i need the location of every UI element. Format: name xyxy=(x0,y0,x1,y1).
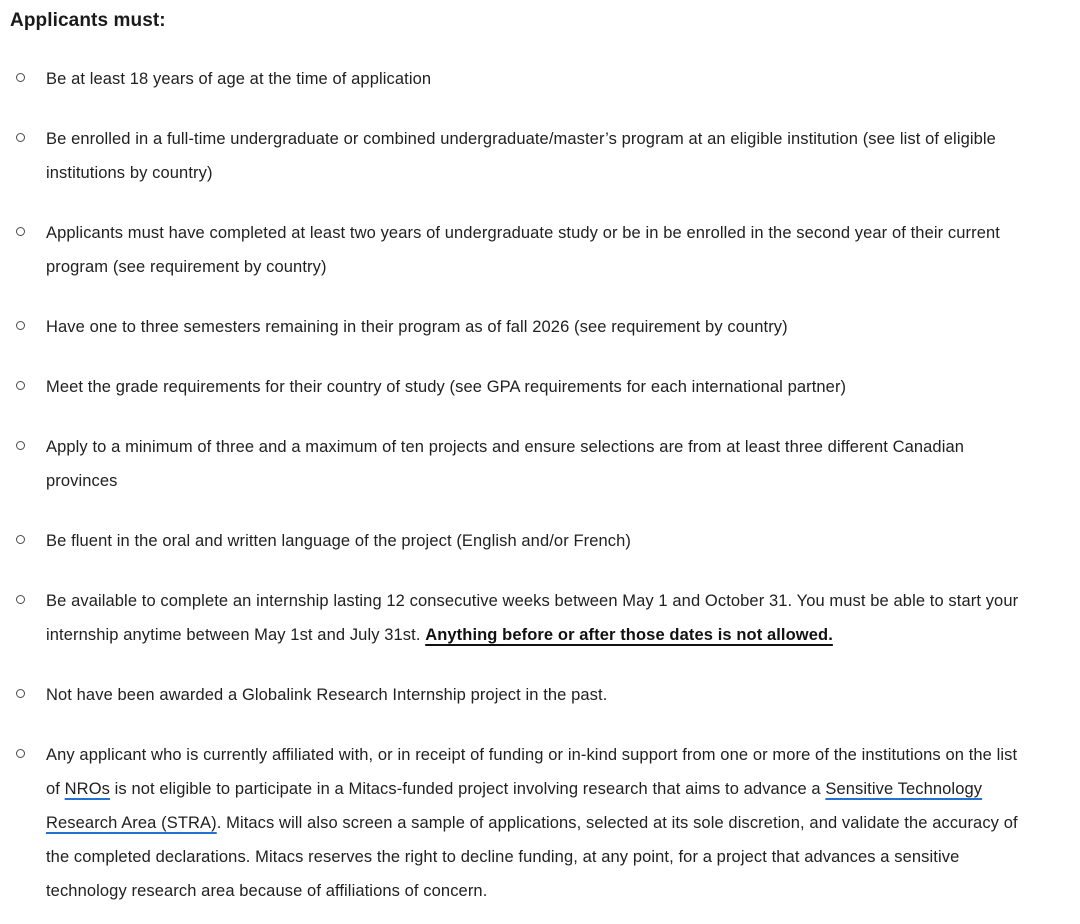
list-item xyxy=(10,524,1024,558)
list-item-text xyxy=(46,592,1018,644)
list-item-text: Meet the grade requirements for their country of study (see GPA requirements for each international partner) xyxy=(46,378,847,396)
list-item-text: Be at least 18 years of age at the time of application xyxy=(46,70,432,88)
list-item xyxy=(10,430,1024,498)
nros-link[interactable]: NROs xyxy=(64,780,110,798)
circle-bullet-icon xyxy=(16,381,25,390)
nro-clause-text: is not eligible to participate in a Mitacs-funded project involving research that aims to advance a xyxy=(109,780,826,798)
list-item xyxy=(10,122,1024,190)
list-item xyxy=(10,678,1024,712)
list-item-text: Apply to a minimum of three and a maximum of ten projects and ensure selections are from at least three different Canadian provinces xyxy=(46,438,965,490)
circle-bullet-icon xyxy=(16,595,25,604)
list-item-text xyxy=(46,746,1018,900)
circle-bullet-icon xyxy=(16,133,25,142)
list-item xyxy=(10,310,1024,344)
deadline-warning-text: Anything before or after those dates is not allowed. xyxy=(425,626,833,644)
list-item xyxy=(10,584,1024,652)
circle-bullet-icon xyxy=(16,535,25,544)
nro-clause-text: . Mitacs will also screen a sample of applications, selected at its sole discretion, and validate the accuracy of the completed declarations. Mitacs reserves the right to decline funding, at any point, for a project that advances a sensitive technology research area because of affiliations of concern. xyxy=(46,814,1018,900)
list-item-text: Be enrolled in a full-time undergraduate or combined undergraduate/master’s program at an eligible institution (see list of eligible institutions by country) xyxy=(46,130,996,182)
list-item xyxy=(10,738,1024,908)
circle-bullet-icon xyxy=(16,73,25,82)
circle-bullet-icon xyxy=(16,749,25,758)
circle-bullet-icon xyxy=(16,321,25,330)
stra-link[interactable]: Sensitive Technology Research Area (STRA) xyxy=(46,780,983,832)
list-item-text: Be fluent in the oral and written language of the project (English and/or French) xyxy=(46,532,632,550)
internship-dates-text: Be available to complete an internship lasting 12 consecutive weeks between May 1 and October 31. You must be able to start your internship anytime between May 1st and July 31st. xyxy=(46,592,1019,644)
list-item xyxy=(10,370,1024,404)
list-item-text: Not have been awarded a Globalink Research Internship project in the past. xyxy=(46,686,608,704)
circle-bullet-icon xyxy=(16,441,25,450)
requirements-list xyxy=(10,62,1024,908)
list-item-text: Applicants must have completed at least two years of undergraduate study or be in be enrolled in the second year of their current program (see requirement by country) xyxy=(46,224,1000,276)
section-heading: Applicants must: xyxy=(10,10,166,31)
circle-bullet-icon xyxy=(16,689,25,698)
circle-bullet-icon xyxy=(16,227,25,236)
list-item-text: Have one to three semesters remaining in their program as of fall 2026 (see requirement by country) xyxy=(46,318,788,336)
list-item xyxy=(10,62,1024,96)
list-item xyxy=(10,216,1024,284)
nro-clause-text: Any applicant who is currently affiliated with, or in receipt of funding or in-kind support from one or more of the institutions on the list of xyxy=(46,746,1018,798)
